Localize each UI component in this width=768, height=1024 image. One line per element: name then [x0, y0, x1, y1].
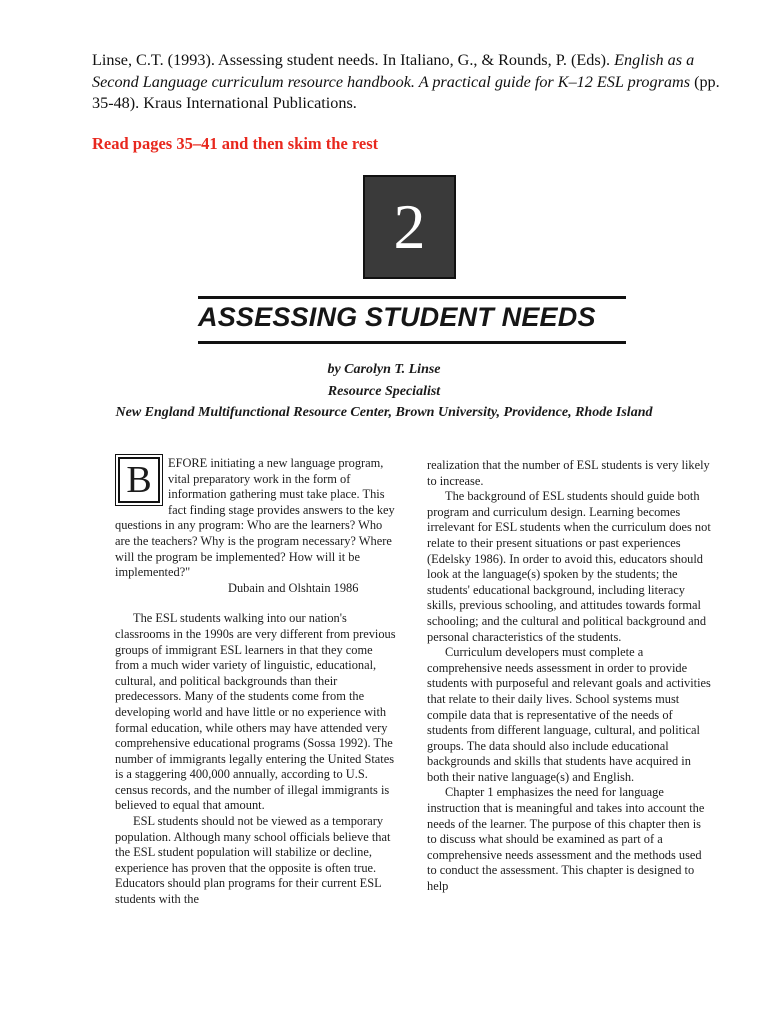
byline-author: by Carolyn T. Linse: [327, 362, 441, 377]
citation: [92, 50, 742, 115]
byline-role: Resource Specialist: [327, 384, 441, 399]
reading-instruction: Read pages 35–41 and then skim the rest: [92, 134, 379, 153]
chapter-number: 2: [393, 191, 426, 262]
chapter-title: ASSESSING STUDENT NEEDS: [198, 302, 596, 332]
drop-cap: B: [118, 457, 160, 503]
chapter-number-box: [363, 175, 456, 279]
body-paragraph: The background of ESL students should guide both program and curriculum design. Learning becomes irrelevant for ESL students when the curriculum does not relate to their present situations or past experiences (Edelsky 1986). In order to avoid this, educators should look at the language(s) spoken by the students; the students' educational background, including literacy skills, previous schooling, and attitudes towards formal schooling; and the cultural and political background and personal characteristics of the students.: [427, 489, 711, 644]
title-rule-bottom: [198, 341, 626, 344]
body-paragraph: The ESL students walking into our nation's classrooms in the 1990s are very different from previous groups of immigrant ESL learners in that they come from a much wider variety of linguistic, educational, cultural, and political backgrounds than their predecessors. Many of the students come from the developing world and have little or no experience with formal education, while others may have attended very comprehensive educational programs (Sossa 1992). The number of immigrants legally entering the United States is a staggering 400,000 annually, according to U.S. census records, and the number of illegal immigrants is believed to equal that amount.: [115, 611, 396, 813]
citation-authors: Linse, C.T. (1993). Assessing student needs. In Italiano, G., & Rounds, P. (Eds).: [92, 51, 615, 69]
title-rule-top: [198, 296, 626, 299]
body-paragraph: Chapter 1 emphasizes the need for language instruction that is meaningful and takes into account the needs of the learner. The purpose of this chapter then is to discuss what should be examined as part of a comprehensive needs assessment and the methods used to conduct the assessment. This chapter is designed to help: [427, 785, 705, 894]
byline-affiliation: New England Multifunctional Resource Center, Brown University, Providence, Rhode Island: [115, 405, 653, 420]
body-column-left: [115, 456, 397, 908]
citation-book-title: English as a Second Language curriculum resource handbook. A practical guide for K–12 ESL programs: [92, 51, 695, 91]
quote-attribution: Dubain and Olshtain 1986: [228, 580, 359, 595]
body-paragraph-continued: realization that the number of ESL students is very likely to increase.: [427, 458, 710, 488]
body-paragraph: ESL students should not be viewed as a temporary population. Although many school officials believe that the ESL student population will stabilize or decline, experience has proven that the opposite is often true. Educators should plan programs for their current ESL students with the: [115, 814, 391, 907]
opening-quote: EFORE initiating a new language program, vital preparatory work in the form of information gathering must take place. This fact finding stage provides answers to the key questions in any program: Who are the learners? Who are the teachers? Why is the program necessary? Where will the program be implemented? How will it be implemented?": [115, 456, 395, 580]
body-paragraph: Curriculum developers must complete a comprehensive needs assessment in order to provide students with purposeful and relevant goals and activities that relate to their daily lives. School systems must compile data that is representative of the needs of students from different language, cultural, and political groups. The data should also include educational backgrounds and skills that students have acquired in both their native language(s) and English.: [427, 645, 711, 784]
citation-publisher: (pp. 35-48). Kraus International Publications.: [92, 72, 720, 112]
opening-paragraph: [115, 456, 397, 581]
body-column-right: [427, 458, 712, 895]
